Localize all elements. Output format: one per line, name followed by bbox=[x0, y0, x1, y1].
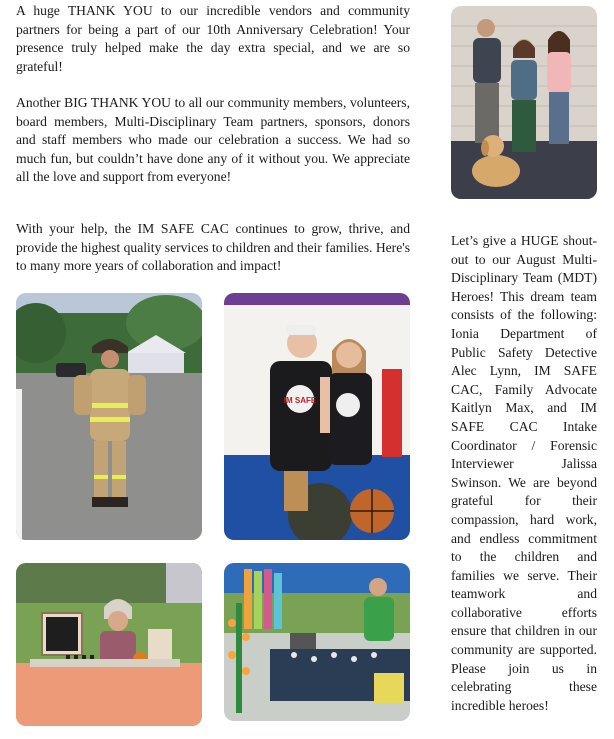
vendor-table-photo bbox=[16, 563, 202, 726]
closing-paragraph: With your help, the IM SAFE CAC continues to grow, thrive, and provide the highest quality services to children and their families. Here's to many more years of collaboration and impact! bbox=[16, 221, 410, 274]
thank-you-vendors-paragraph: A huge THANK YOU to our incredible vendors and community partners for being a part of our 10th Anniversary Celebration! Your presence truly helped make the day extra special, and we are so grateful! bbox=[16, 3, 410, 74]
craft-booth-photo bbox=[224, 563, 410, 721]
couple-photo bbox=[224, 293, 410, 540]
shirt-logo-text: IM SAFE bbox=[283, 396, 317, 405]
thank-you-community-paragraph: Another BIG THANK YOU to all our community members, volunteers, board members, Multi-Disciplinary Team partners, sponsors, donors and staff members who made our celebration a success. We had so much fun, but couldn’t have done any of it without you. We appreciate all the love and support from everyone! bbox=[16, 95, 410, 185]
mdt-heroes-photo bbox=[451, 6, 597, 199]
firefighter-photo bbox=[16, 293, 202, 540]
mdt-heroes-paragraph: Let’s give a HUGE shout-out to our August Multi-Disciplinary Team (MDT) Heroes! This dream team consists of the following: Ionia Department of Public Safety Detective Alec Lynn, IM SAFE CAC, Family Advocate Kaitlyn Max, and IM SAFE CAC Intake Coordinator / Forensic Interviewer Jalissa Swinson. We are beyond grateful for their compassion, hard work, and endless commitment to the children and families we serve. Their teamwork and collaborative efforts ensure that children in our community are supported. Please join us in celebrating these incredible heroes! bbox=[451, 233, 597, 713]
